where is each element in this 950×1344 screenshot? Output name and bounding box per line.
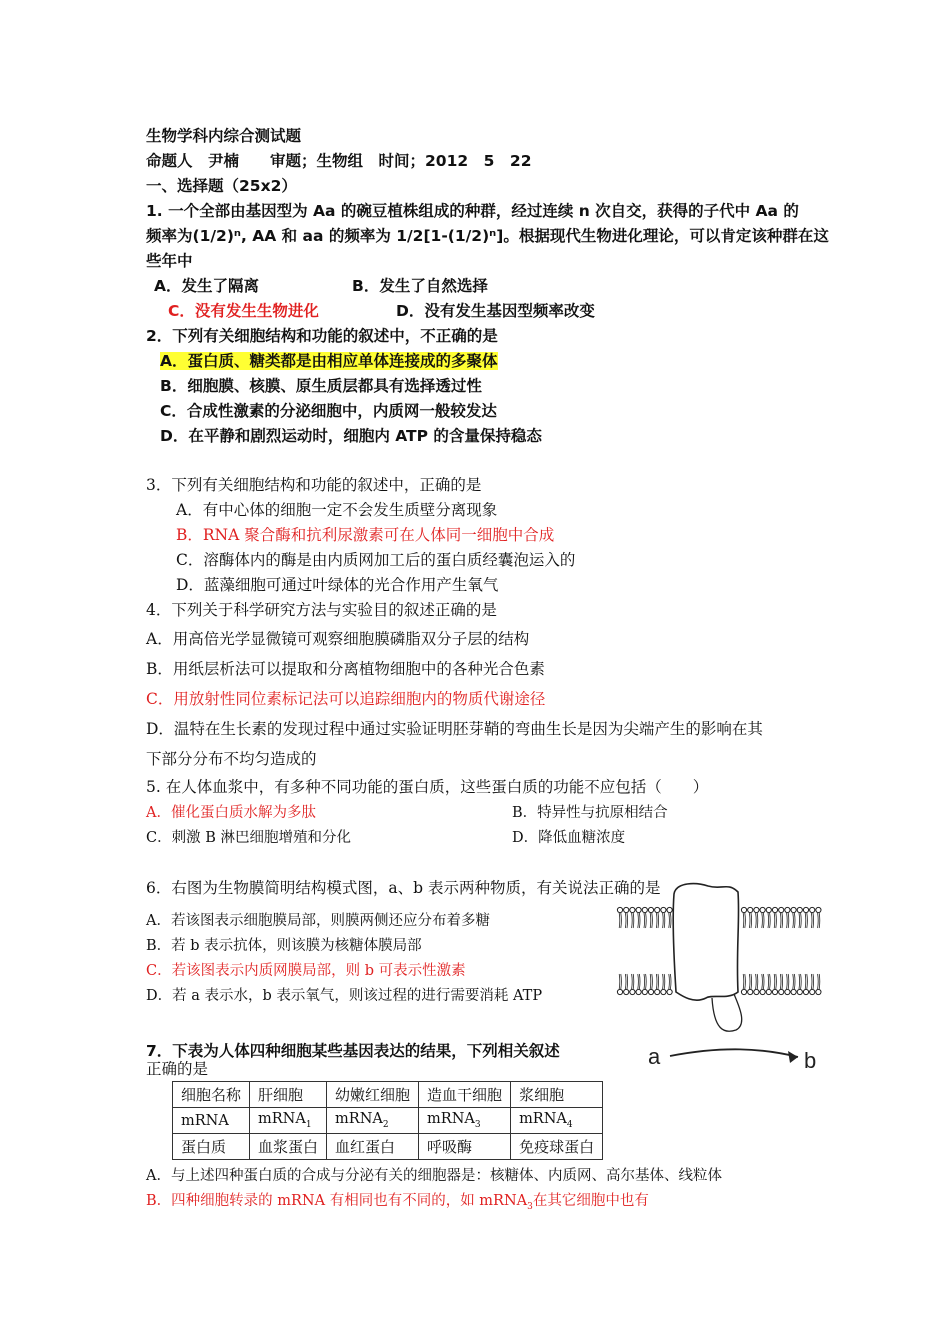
- lipid-tail: [638, 913, 639, 928]
- lipid-tail: [644, 913, 645, 928]
- lipid-tail: [762, 913, 763, 928]
- q2-option-c: C．合成性激素的分泌细胞中，内质网一般较发达: [160, 402, 497, 420]
- exam-title: 生物学科内综合测试题: [146, 127, 302, 145]
- table-cell: 蛋白质: [173, 1134, 250, 1160]
- lipid-head: [636, 907, 641, 912]
- lipid-head: [748, 907, 753, 912]
- lipid-tail: [749, 913, 750, 928]
- lipid-head: [797, 989, 802, 994]
- q5-option-c: C．刺激 B 淋巴细胞增殖和分化: [146, 830, 351, 846]
- lipid-tail: [632, 913, 633, 928]
- membrane-diagram: [612, 880, 832, 1080]
- lipid-head: [754, 907, 759, 912]
- lipid-tail: [621, 974, 622, 989]
- q7-option-b-tail: 在其它细胞中也有: [532, 1193, 649, 1209]
- lipid-tail: [633, 913, 634, 928]
- lipid-tail: [776, 974, 777, 989]
- lipid-head: [816, 907, 821, 912]
- q5-option-a-answer: A．催化蛋白质水解为多肽: [146, 805, 316, 821]
- lipid-tail: [813, 974, 814, 989]
- q1-stem-line1: 1. 一个全部由基因型为 Aa 的碗豆植株组成的种群，经过连续 n 次自交，获得的子代中 Aa 的: [146, 202, 799, 220]
- lipid-tail: [787, 913, 788, 928]
- lipid-head: [779, 907, 784, 912]
- lipid-tail: [621, 913, 622, 928]
- q6-option-c-answer: C．若该图表示内质网膜局部，则 b 可表示性激素: [146, 963, 466, 979]
- lipid-head: [630, 907, 635, 912]
- q5-option-b: B．特异性与抗原相结合: [512, 805, 668, 821]
- lipid-head: [655, 989, 660, 994]
- table-cell: 免疫球蛋白: [511, 1134, 603, 1160]
- lipid-tail: [768, 913, 769, 928]
- lipid-tail: [770, 913, 771, 928]
- mrna-subscript: 3: [474, 1119, 481, 1130]
- lipid-tail: [670, 913, 671, 928]
- lipid-tail: [632, 974, 633, 989]
- transport-arrow: [670, 1049, 798, 1057]
- lipid-tail: [745, 913, 746, 928]
- lipid-head: [791, 907, 796, 912]
- lipid-tail: [663, 974, 664, 989]
- mrna-subscript: 1: [305, 1119, 312, 1130]
- lipid-tail: [646, 974, 647, 989]
- table-row: [173, 1134, 603, 1160]
- lipid-head: [766, 989, 771, 994]
- q4-option-a: A．用高倍光学显微镜可观察细胞膜磷脂双分子层的结构: [146, 630, 530, 648]
- lipid-head: [803, 907, 808, 912]
- lipid-tail: [788, 974, 789, 989]
- lipid-tail: [663, 913, 664, 928]
- q2-option-a-text: A．蛋白质、糖类都是由相应单体连接成的多聚体: [160, 352, 498, 370]
- q6-stem: 6．右图为生物膜简明结构模式图，a、b 表示两种物质，有关说法正确的是: [146, 879, 661, 897]
- lipid-head: [810, 989, 815, 994]
- lipid-tail: [627, 913, 628, 928]
- lipid-tail: [627, 974, 628, 989]
- lipid-tail: [782, 913, 783, 928]
- lipid-tail: [652, 913, 653, 928]
- lipid-tail: [751, 913, 752, 928]
- q5-stem: 5. 在人体血浆中，有多种不同功能的蛋白质，这些蛋白质的功能不应包括（ ）: [146, 778, 709, 796]
- table-cell: 浆细胞: [511, 1082, 603, 1108]
- q4-option-b: B．用纸层析法可以提取和分离植物细胞中的各种光合色素: [146, 660, 545, 678]
- lipid-tail: [669, 913, 670, 928]
- lipid-head: [667, 907, 672, 912]
- table-cell: [250, 1108, 327, 1134]
- mrna-subscript: 4: [566, 1119, 573, 1130]
- lipid-tail: [756, 913, 757, 928]
- lipid-tail: [743, 913, 744, 928]
- lipid-head: [810, 907, 815, 912]
- lipid-tail: [762, 974, 763, 989]
- lipid-head: [617, 989, 622, 994]
- lipid-tail: [639, 974, 640, 989]
- lipid-tail: [782, 974, 783, 989]
- lipid-tail: [763, 974, 764, 989]
- lipid-tail: [751, 974, 752, 989]
- lipid-tail: [801, 974, 802, 989]
- lipid-tail: [743, 974, 744, 989]
- lipid-tail: [799, 974, 800, 989]
- lipid-tail: [770, 974, 771, 989]
- lipid-tail: [793, 974, 794, 989]
- lipid-tail: [763, 913, 764, 928]
- lipid-head: [741, 989, 746, 994]
- lipid-tail: [780, 974, 781, 989]
- mrna-subscript: 2: [382, 1119, 389, 1130]
- lipid-head: [630, 989, 635, 994]
- lipid-tail: [768, 974, 769, 989]
- lipid-tail: [664, 974, 665, 989]
- q2-stem: 2．下列有关细胞结构和功能的叙述中，不正确的是: [146, 327, 498, 345]
- table-cell: 血浆蛋白: [250, 1134, 327, 1160]
- lipid-tail: [664, 913, 665, 928]
- lipid-head: [760, 989, 765, 994]
- lipid-tail: [805, 913, 806, 928]
- q2-option-a-answer: [160, 350, 498, 372]
- q6-option-a: A．若该图表示细胞膜局部，则膜两侧还应分布着多糖: [146, 913, 490, 929]
- table-row: [173, 1082, 603, 1108]
- lipid-tail: [794, 913, 795, 928]
- label-a: a: [648, 1044, 661, 1069]
- table-cell: 血红蛋白: [327, 1134, 419, 1160]
- lipid-head: [636, 989, 641, 994]
- lipid-head: [642, 907, 647, 912]
- lipid-head: [772, 989, 777, 994]
- lipid-tail: [776, 913, 777, 928]
- lipid-tail: [818, 974, 819, 989]
- lipid-tail: [652, 974, 653, 989]
- lipid-tail: [749, 974, 750, 989]
- mrna-prefix: mRNA: [335, 1111, 383, 1128]
- q3-option-c: C．溶酶体内的酶是由内质网加工后的蛋白质经囊泡运入的: [176, 551, 576, 569]
- q4-option-d-line1: D．温特在生长素的发现过程中通过实验证明胚芽鞘的弯曲生长是因为尖端产生的影响在其: [146, 720, 763, 738]
- lipid-tail: [639, 913, 640, 928]
- q1-option-a: A．发生了隔离: [154, 277, 259, 295]
- q4-stem: 4．下列关于科学研究方法与实验目的叙述正确的是: [146, 601, 497, 619]
- lipid-head: [624, 989, 629, 994]
- lipid-tail: [807, 913, 808, 928]
- lipid-head: [816, 989, 821, 994]
- q4-option-d-line2: 下部分分布不均匀造成的: [146, 750, 317, 768]
- table-cell: 细胞名称: [173, 1082, 250, 1108]
- lipid-head: [655, 907, 660, 912]
- lipid-tail: [656, 913, 657, 928]
- lipid-head: [803, 989, 808, 994]
- mrna-prefix: mRNA: [519, 1111, 567, 1128]
- q1-stem-line2: 频率为(1/2)ⁿ, AA 和 aa 的频率为 1/2[1-(1/2)ⁿ]。根据现代生物进化理论，可以肯定该种群在这: [146, 227, 829, 245]
- protein-loop: [712, 994, 742, 1031]
- lipid-head: [661, 989, 666, 994]
- mrna-prefix: mRNA: [258, 1111, 306, 1128]
- table-cell: 呼吸酶: [419, 1134, 511, 1160]
- q7-option-b-subscript: 3: [527, 1201, 533, 1212]
- table-cell: 肝细胞: [250, 1082, 327, 1108]
- lipid-tail: [819, 913, 820, 928]
- mrna-prefix: mRNA: [427, 1111, 475, 1128]
- lipid-tail: [819, 974, 820, 989]
- lipid-tail: [638, 974, 639, 989]
- lipid-head: [791, 989, 796, 994]
- lipid-tail: [745, 974, 746, 989]
- lipid-head: [760, 907, 765, 912]
- lipid-tail: [625, 913, 626, 928]
- lipid-tail: [805, 974, 806, 989]
- lipid-tail: [788, 913, 789, 928]
- lipid-tail: [658, 974, 659, 989]
- lipid-head: [772, 907, 777, 912]
- q5-option-d: D．降低血糖浓度: [512, 830, 626, 846]
- q1-stem-line3: 些年中: [146, 252, 193, 270]
- transport-protein: [673, 884, 738, 1001]
- q7-option-b-answer: [146, 1190, 649, 1218]
- q4-option-c-answer: C．用放射性同位素标记法可以追踪细胞内的物质代谢途径: [146, 690, 546, 708]
- q7-stem-line1: 7．下表为人体四种细胞某些基因表达的结果，下列相关叙述: [146, 1042, 560, 1060]
- q1-option-c-answer: C．没有发生生物进化: [168, 302, 319, 320]
- author-line: 命题人 尹楠 审题；生物组 时间；2012 5 22: [146, 152, 532, 170]
- lipid-tail: [787, 974, 788, 989]
- lipid-tail: [774, 974, 775, 989]
- lipid-tail: [794, 974, 795, 989]
- q2-option-d: D．在平静和剧烈运动时，细胞内 ATP 的含量保持稳态: [160, 427, 542, 445]
- lipid-tail: [793, 913, 794, 928]
- q3-option-b-answer: B．RNA 聚合酶和抗利尿激素可在人体同一细胞中合成: [176, 526, 555, 544]
- lipid-head: [648, 989, 653, 994]
- q1-option-d: D．没有发生基因型频率改变: [396, 302, 595, 320]
- lipid-tail: [801, 913, 802, 928]
- section-heading: 一、选择题（25x2）: [146, 177, 297, 195]
- lipid-head: [741, 907, 746, 912]
- lipid-tail: [811, 913, 812, 928]
- lipid-tail: [799, 913, 800, 928]
- q1-option-b: B．发生了自然选择: [352, 277, 488, 295]
- q6-option-d: D．若 a 表示水，b 表示氧气，则该过程的进行需要消耗 ATP: [146, 988, 543, 1004]
- table-cell: [419, 1108, 511, 1134]
- lipid-tail: [619, 974, 620, 989]
- lipid-tail: [757, 913, 758, 928]
- q3-stem: 3．下列有关细胞结构和功能的叙述中，正确的是: [146, 476, 482, 494]
- lipid-tail: [633, 974, 634, 989]
- table-cell: mRNA: [173, 1108, 250, 1134]
- lipid-head: [648, 907, 653, 912]
- q7-option-b-text: B．四种细胞转录的 mRNA 有相同也有不同的，如 mRNA: [146, 1193, 528, 1209]
- table-row: [173, 1108, 603, 1134]
- q3-option-a: A．有中心体的细胞一定不会发生质壁分离现象: [176, 501, 498, 519]
- lipid-head: [624, 907, 629, 912]
- q3-option-d: D．蓝藻细胞可通过叶绿体的光合作用产生氧气: [176, 576, 499, 594]
- lipid-tail: [650, 974, 651, 989]
- lipid-tail: [818, 913, 819, 928]
- table-cell: 造血干细胞: [419, 1082, 511, 1108]
- lipid-head: [766, 907, 771, 912]
- lipid-tail: [780, 913, 781, 928]
- lipid-head: [754, 989, 759, 994]
- lipid-tail: [644, 974, 645, 989]
- gene-expression-table: [172, 1081, 603, 1160]
- lipid-head: [797, 907, 802, 912]
- lipid-head: [661, 907, 666, 912]
- lipid-head: [748, 989, 753, 994]
- arrow-head: [788, 1051, 798, 1063]
- lipid-head: [785, 907, 790, 912]
- table-cell: [327, 1108, 419, 1134]
- lipid-tail: [670, 974, 671, 989]
- lipid-tail: [807, 974, 808, 989]
- lipid-head: [642, 989, 647, 994]
- q6-option-b: B．若 b 表示抗体，则该膜为核糖体膜局部: [146, 938, 422, 954]
- table-cell: [511, 1108, 603, 1134]
- q7-option-a: A．与上述四种蛋白质的合成与分泌有关的细胞器是：核糖体、内质网、高尔基体、线粒体: [146, 1168, 722, 1184]
- lipid-tail: [656, 974, 657, 989]
- lipid-tail: [669, 974, 670, 989]
- q7-stem-line2: 正确的是: [146, 1060, 209, 1078]
- lipid-head: [617, 907, 622, 912]
- lipid-tail: [625, 974, 626, 989]
- lipid-head: [785, 989, 790, 994]
- lipid-tail: [774, 913, 775, 928]
- lipid-head: [779, 989, 784, 994]
- lipid-tail: [650, 913, 651, 928]
- lipid-head: [667, 989, 672, 994]
- lipid-tail: [757, 974, 758, 989]
- lipid-tail: [811, 974, 812, 989]
- q2-option-b: B．细胞膜、核膜、原生质层都具有选择透过性: [160, 377, 482, 395]
- label-b: b: [804, 1048, 817, 1073]
- lipid-tail: [658, 913, 659, 928]
- lipid-tail: [813, 913, 814, 928]
- lipid-tail: [646, 913, 647, 928]
- table-cell: 幼嫩红细胞: [327, 1082, 419, 1108]
- lipid-tail: [756, 974, 757, 989]
- lipid-tail: [619, 913, 620, 928]
